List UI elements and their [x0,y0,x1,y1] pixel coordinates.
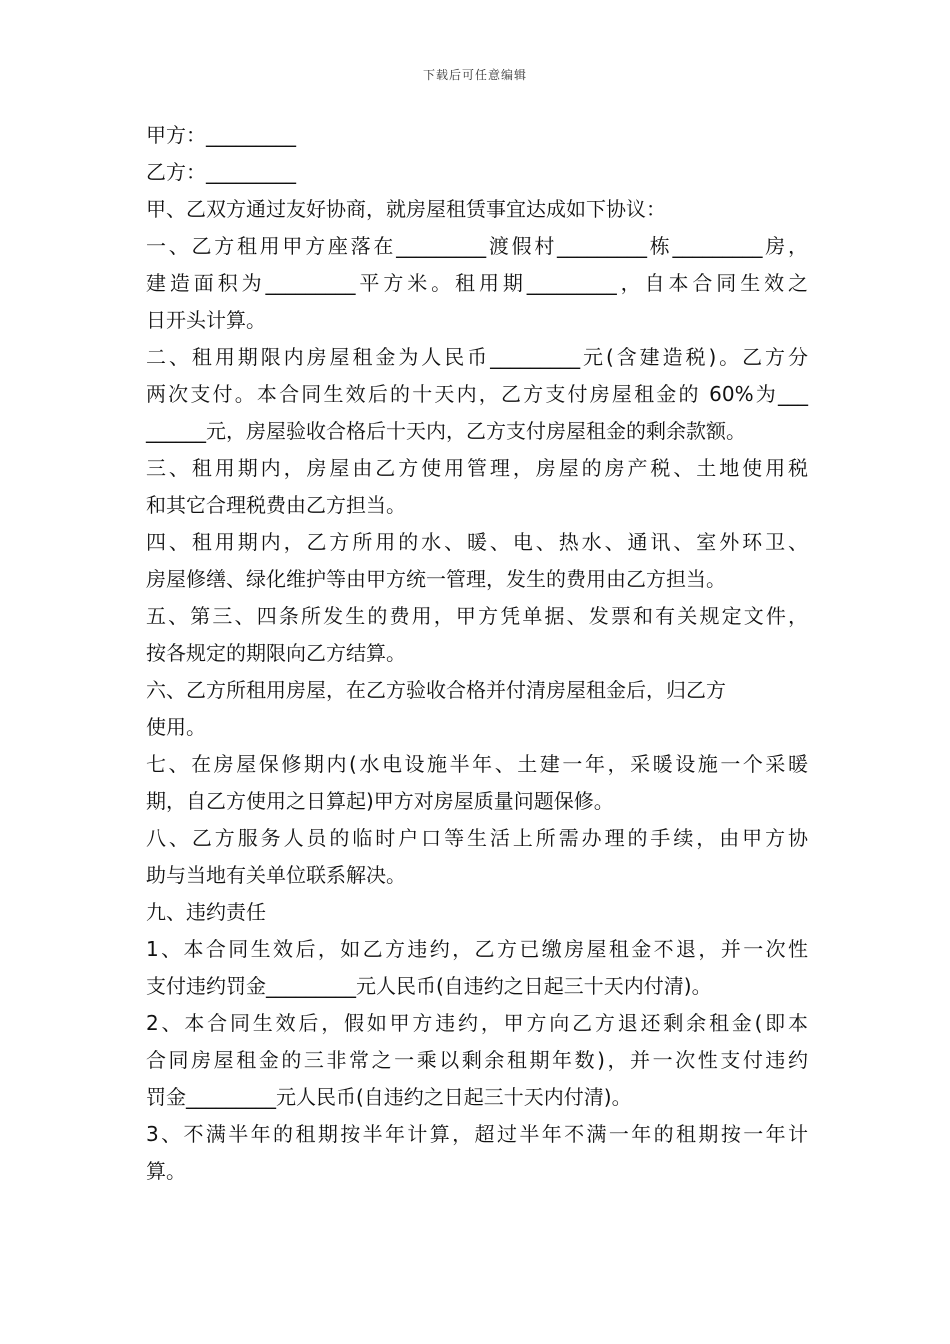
contract-body [146,117,808,1190]
clause-9-2-line-1: 2、本合同生效后，假如甲方违约，甲方向乙方退还剩余租金(即本 [146,1011,808,1035]
header-note: 下载后可任意编辑 [422,68,527,82]
clause-6-line-1: 六、乙方所租用房屋，在乙方验收合格并付清房屋租金后，归乙方 [146,678,726,702]
clause-9-3-line-2: 算。 [146,1159,186,1183]
clause-3-line-1: 三、租用期内，房屋由乙方使用管理，房屋的房产税、土地使用税 [146,456,808,480]
clause-5-line-2: 按各规定的期限向乙方结算。 [146,641,406,665]
clause-2-line-1: 二、租用期限内房屋租金为人民币_________元(含建造税)。乙方分 [146,345,808,369]
clause-9-3-line-1: 3、不满半年的租期按半年计算，超过半年不满一年的租期按一年计 [146,1122,808,1146]
clause-9-2-line-3: 罚金_________元人民币(自违约之日起三十天内付清)。 [146,1085,632,1109]
clause-1-line-2: 建造面积为_________平方米。租用期_________，自本合同生效之 [146,271,808,295]
party-b-line: 乙方：_________ [146,160,296,184]
clause-9-1-line-1: 1、本合同生效后，如乙方违约，乙方已缴房屋租金不退，并一次性 [146,937,808,961]
clause-9-heading: 九、违约责任 [146,900,266,924]
party-a-line: 甲方：_________ [146,123,296,147]
clause-9-2-line-2: 合同房屋租金的三非常之一乘以剩余租期年数)，并一次性支付违约 [146,1048,808,1072]
clause-6-line-2: 使用。 [146,715,206,739]
clause-3-line-2: 和其它合理税费由乙方担当。 [146,493,406,517]
clause-5-line-1: 五、第三、四条所发生的费用，甲方凭单据、发票和有关规定文件， [146,604,808,628]
clause-2-line-3: ______元，房屋验收合格后十天内，乙方支付房屋租金的剩余款额。 [146,419,746,443]
clause-1-line-3: 日开头计算。 [146,308,266,332]
clause-9-1-line-2: 支付违约罚金_________元人民币(自违约之日起三十天内付清)。 [146,974,712,998]
preamble-line: 甲、乙双方通过友好协商，就房屋租赁事宜达成如下协议： [146,197,666,221]
clause-1-line-1: 一、乙方租用甲方座落在_________渡假村_________栋_________房， [146,234,808,258]
clause-8-line-2: 助与当地有关单位联系解决。 [146,863,406,887]
clause-7-line-2: 期，自乙方使用之日算起)甲方对房屋质量问题保修。 [146,789,614,813]
clause-4-line-1: 四、租用期内，乙方所用的水、暖、电、热水、通讯、室外环卫、 [146,530,808,554]
clause-7-line-1: 七、在房屋保修期内(水电设施半年、土建一年，采暖设施一个采暖 [146,752,808,776]
clause-2-line-2: 两次支付。本合同生效后的十天内，乙方支付房屋租金的 60%为___ [146,382,808,406]
clause-8-line-1: 八、乙方服务人员的临时户口等生活上所需办理的手续，由甲方协 [146,826,808,850]
clause-4-line-2: 房屋修缮、绿化维护等由甲方统一管理，发生的费用由乙方担当。 [146,567,726,591]
